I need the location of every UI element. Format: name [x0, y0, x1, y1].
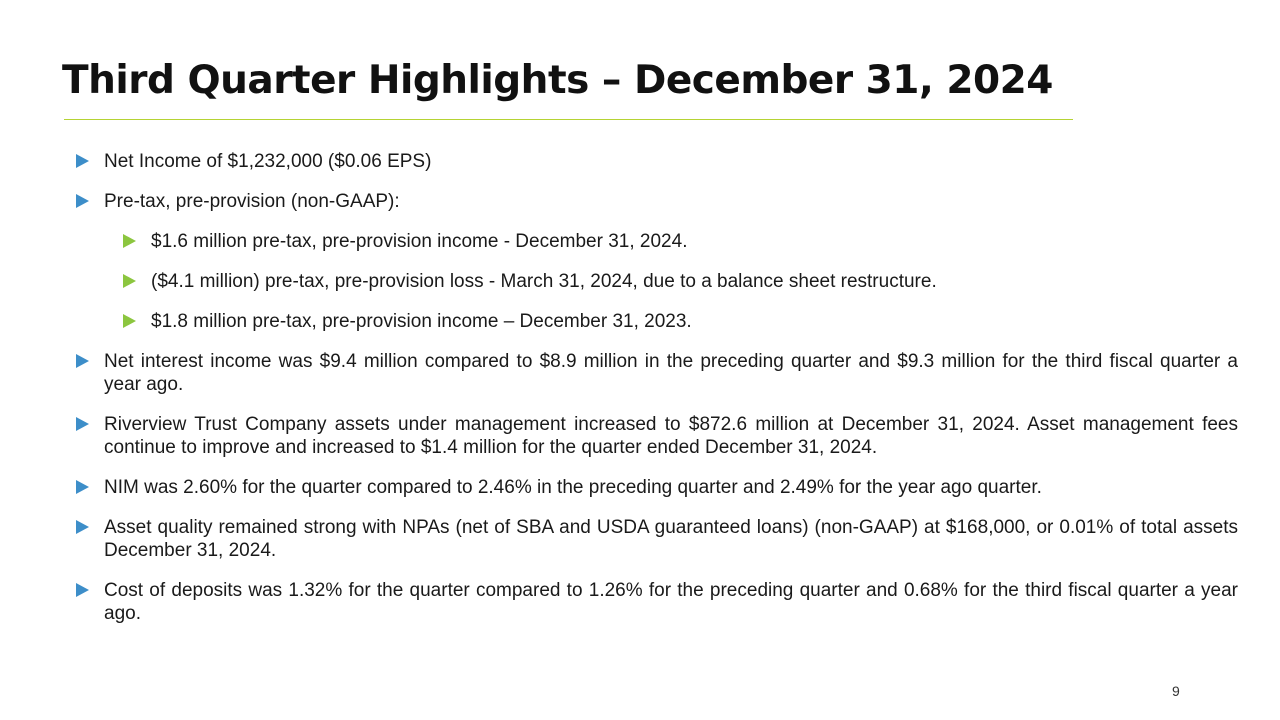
sub-bullet-mar-2024 — [123, 270, 1238, 293]
sub-bullet-text: $1.6 million pre-tax, pre-provision income - December 31, 2024. — [151, 231, 688, 252]
title-underline — [64, 119, 1073, 120]
bullet-list — [76, 150, 1238, 642]
bullet-text: Net interest income was $9.4 million compared to $8.9 million in the preceding quarter and $9.3 million for the third fiscal quarter a year ago. — [104, 351, 1238, 395]
bullet-triangle-icon — [76, 354, 89, 368]
page-number: 9 — [1172, 683, 1180, 699]
bullet-text: Riverview Trust Company assets under management increased to $872.6 million at December 31, 2024. Asset management fees continue to improve and increased to $1.4 million for the quarter ended December 31, 2024. — [104, 414, 1238, 458]
bullet-nim — [76, 476, 1238, 499]
bullet-net-income — [76, 150, 1238, 173]
sub-bullet-text: $1.8 million pre-tax, pre-provision income – December 31, 2023. — [151, 311, 692, 332]
bullet-net-interest-income — [76, 350, 1238, 396]
sub-bullet-text: ($4.1 million) pre-tax, pre-provision loss - March 31, 2024, due to a balance sheet restructure. — [151, 271, 937, 292]
bullet-trust-company — [76, 413, 1238, 459]
sub-bullet-triangle-icon — [123, 274, 136, 288]
sub-bullet-triangle-icon — [123, 314, 136, 328]
bullet-text: NIM was 2.60% for the quarter compared to 2.46% in the preceding quarter and 2.49% for the year ago quarter. — [104, 477, 1042, 498]
bullet-text: Cost of deposits was 1.32% for the quarter compared to 1.26% for the preceding quarter and 0.68% for the third fiscal quarter a year ago. — [104, 580, 1238, 624]
bullet-text: Asset quality remained strong with NPAs (net of SBA and USDA guaranteed loans) (non-GAAP) at $168,000, or 0.01% of total assets December 31, 2024. — [104, 517, 1238, 561]
bullet-triangle-icon — [76, 480, 89, 494]
bullet-triangle-icon — [76, 417, 89, 431]
sub-bullet-dec-2023 — [123, 310, 1238, 333]
bullet-asset-quality — [76, 516, 1238, 562]
bullet-cost-of-deposits — [76, 579, 1238, 625]
slide-title: Third Quarter Highlights – December 31, 2024 — [62, 58, 1053, 103]
bullet-pre-tax-pre-provision — [76, 190, 1238, 213]
sub-bullet-dec-2024 — [123, 230, 1238, 253]
bullet-triangle-icon — [76, 520, 89, 534]
bullet-triangle-icon — [76, 194, 89, 208]
bullet-text: Pre-tax, pre-provision (non-GAAP): — [104, 191, 400, 212]
sub-bullet-triangle-icon — [123, 234, 136, 248]
bullet-text: Net Income of $1,232,000 ($0.06 EPS) — [104, 151, 432, 172]
bullet-triangle-icon — [76, 154, 89, 168]
bullet-triangle-icon — [76, 583, 89, 597]
